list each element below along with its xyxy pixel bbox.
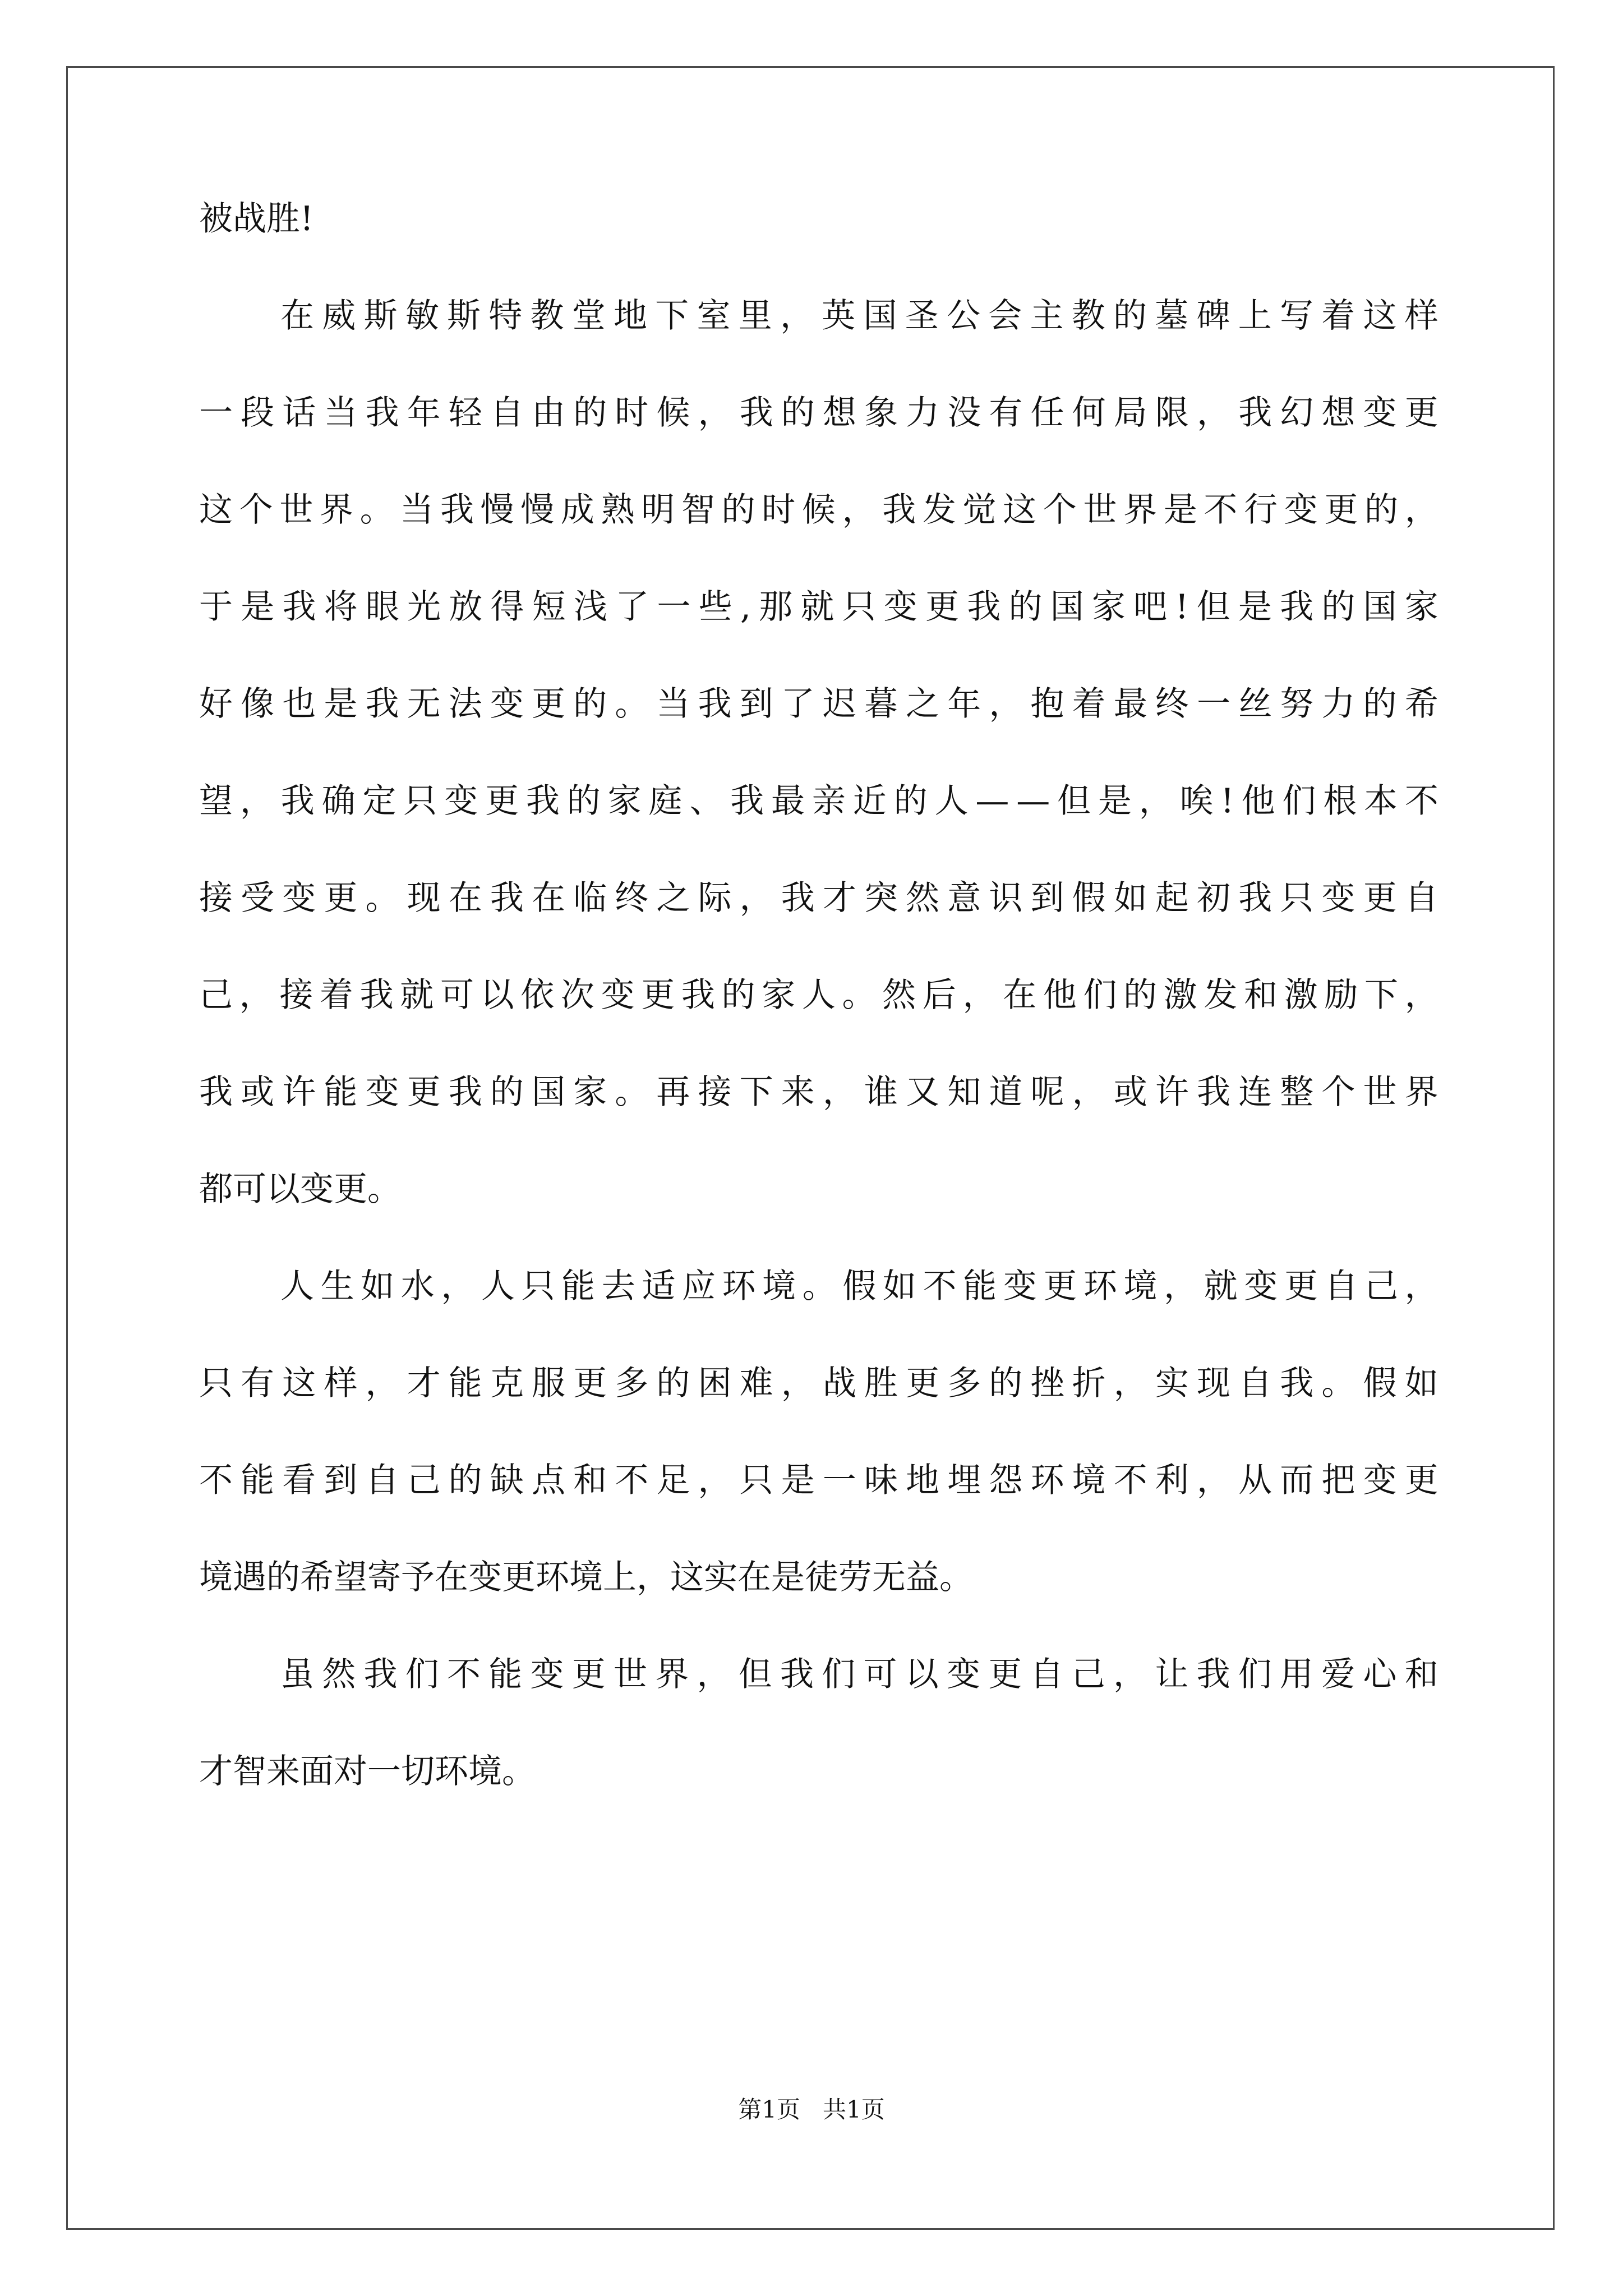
text-line: 只 有 这 样 ， 才 能 克 服 更 多 的 困 难 ， 战 胜 更 多 的 挫 折 ， 实 现 自 我 。 假 如 <box>199 1364 1438 1403</box>
text-line: 一 段 话 当 我 年 轻 自 由 的 时 候 ， 我 的 想 象 力 没 有 任 何 局 限 ， 我 幻 想 变 更 <box>199 393 1438 432</box>
text-line: 望 ， 我 确 定 只 变 更 我 的 家 庭 、 我 最 亲 近 的 人 — — 但 是 ， 唉 ! 他 们 根 本 不 <box>199 781 1438 821</box>
text-line: 境遇的希望寄予在变更环境上，这实在是徒劳无益。 <box>199 1558 973 1597</box>
text-line: 被战胜! <box>199 199 314 238</box>
text-line: 于 是 我 将 眼 光 放 得 短 浅 了 一 些 , 那 就 只 变 更 我 的 国 家 吧 ! 但 是 我 的 国 家 <box>199 587 1438 627</box>
text-line: 接 受 变 更 。 现 在 我 在 临 终 之 际 ， 我 才 突 然 意 识 到 假 如 起 初 我 只 变 更 自 <box>199 878 1438 918</box>
text-line: 虽 然 我 们 不 能 变 更 世 界 ， 但 我 们 可 以 变 更 自 己 ， 让 我 们 用 爱 心 和 <box>280 1655 1438 1694</box>
page-footer: 第1页 共1页 <box>738 2096 885 2123</box>
text-line: 不 能 看 到 自 己 的 缺 点 和 不 足 ， 只 是 一 味 地 埋 怨 环 境 不 利 ， 从 而 把 变 更 <box>199 1461 1438 1500</box>
text-line: 好 像 也 是 我 无 法 变 更 的 。 当 我 到 了 迟 暮 之 年 ， 抱 着 最 终 一 丝 努 力 的 希 <box>199 684 1438 724</box>
body-text <box>199 199 1438 1852</box>
text-line: 这 个 世 界 。 当 我 慢 慢 成 熟 明 智 的 时 候 ， 我 发 觉 这 个 世 界 是 不 行 变 更 的 ， <box>199 490 1438 530</box>
text-line: 己 ， 接 着 我 就 可 以 依 次 变 更 我 的 家 人 。 然 后 ， 在 他 们 的 激 发 和 激 励 下 ， <box>199 976 1438 1015</box>
text-line: 在 威 斯 敏 斯 特 教 堂 地 下 室 里 ， 英 国 圣 公 会 主 教 的 墓 碑 上 写 着 这 样 <box>280 296 1438 335</box>
text-line: 我 或 许 能 变 更 我 的 国 家 。 再 接 下 来 ， 谁 又 知 道 呢 ， 或 许 我 连 整 个 世 界 <box>199 1073 1438 1112</box>
text-line: 都可以变更。 <box>199 1170 401 1209</box>
text-line: 才智来面对一切环境。 <box>199 1752 536 1791</box>
text-line: 人 生 如 水 ， 人 只 能 去 适 应 环 境 。 假 如 不 能 变 更 环 境 ， 就 变 更 自 己 ， <box>280 1267 1438 1306</box>
